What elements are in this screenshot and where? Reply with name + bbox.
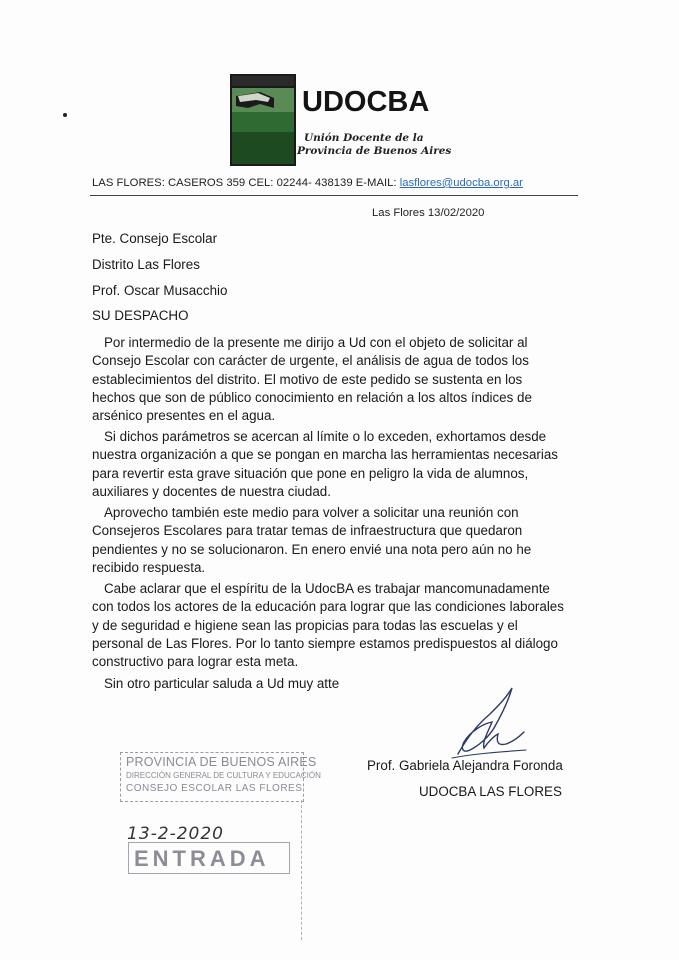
recipient-line-3: Prof. Oscar Musacchio bbox=[92, 283, 228, 298]
paragraph-line: establecimientos del distrito. El motivo de este pedido se sustenta en los bbox=[92, 371, 523, 387]
paragraph-line: personal de Las Flores. Por lo tanto siempre estamos predispuestos al diálogo bbox=[92, 635, 558, 651]
email-link[interactable]: lasflores@udocba.org.ar bbox=[399, 177, 523, 189]
paragraph-line: Aprovecho también este medio para volver a solicitar una reunión con bbox=[104, 505, 519, 520]
udocba-logo bbox=[230, 74, 452, 168]
address-line bbox=[92, 177, 523, 189]
handwritten-date: 13-2-2020 bbox=[127, 824, 224, 844]
recipient-line-4: SU DESPACHO bbox=[92, 308, 189, 323]
org-tagline-2: Provincia de Buenos Aires bbox=[297, 145, 452, 157]
body-paragraph-2 bbox=[92, 428, 578, 501]
address-text: LAS FLORES: CASEROS 359 CEL: 02244- 438139 E-MAIL: bbox=[92, 177, 397, 189]
signer-name: Prof. Gabriela Alejandra Foronda bbox=[367, 758, 563, 773]
paragraph-line: Por intermedio de la presente me dirijo a Ud con el objeto de solicitar al bbox=[104, 335, 528, 350]
stamp-line-1: PROVINCIA DE BUENOS AIRES bbox=[126, 755, 317, 769]
org-tagline-1: Unión Docente de la bbox=[304, 132, 424, 144]
received-stamp bbox=[120, 752, 321, 802]
ink-dot bbox=[63, 113, 67, 117]
recipient-line-1: Pte. Consejo Escolar bbox=[92, 231, 218, 246]
body-paragraph-4 bbox=[92, 580, 578, 671]
stamp-edge bbox=[301, 800, 302, 940]
paragraph-line: Si dichos parámetros se acercan al límite o lo exceden, exhortamos desde bbox=[104, 429, 547, 444]
paragraph-line: y de seguridad e higiene sean las propicias para todas las escuelas y el bbox=[92, 617, 518, 633]
letter-date: Las Flores 13/02/2020 bbox=[372, 207, 485, 219]
paragraph-line: Consejo Escolar con carácter de urgente, el análisis de agua de todos los bbox=[92, 353, 529, 369]
paragraph-line: auxiliares y docentes de nuestra ciudad. bbox=[92, 483, 331, 499]
signer-organization: UDOCBA LAS FLORES bbox=[419, 784, 562, 799]
logo-mark-icon bbox=[230, 74, 296, 166]
paragraph-line: recibido respuesta. bbox=[92, 559, 206, 575]
paragraph-line: Consejeros Escolares para tratar temas de infraestructura que quedaron bbox=[92, 523, 523, 539]
paragraph-line: arsénico presentes en el agua. bbox=[92, 408, 276, 424]
body-paragraph-3 bbox=[92, 504, 578, 577]
paragraph-line: hechos que son de público conocimiento en relación a los altos índices de bbox=[92, 389, 532, 405]
stamp-line-2: DIRECCIÓN GENERAL DE CULTURA Y EDUCACIÓN bbox=[126, 771, 321, 780]
entrada-stamp: ENTRADA bbox=[134, 846, 270, 871]
stamp-line-3: CONSEJO ESCOLAR LAS FLORES bbox=[126, 783, 303, 794]
paragraph-line: nuestra organización a que se pongan en marcha las herramientas necesarias bbox=[92, 447, 558, 463]
handwritten-signature bbox=[448, 684, 530, 764]
paragraph-line: pendientes y no se solucionaron. En enero envié una nota pero aún no he bbox=[92, 541, 532, 557]
org-name: UDOCBA bbox=[302, 86, 430, 118]
header-divider bbox=[90, 195, 578, 196]
closing-line: Sin otro particular saluda a Ud muy atte bbox=[104, 676, 340, 691]
paragraph-line: con todos los actores de la educación para lograr que las condiciones laborales bbox=[92, 599, 564, 615]
paragraph-line: Cabe aclarar que el espíritu de la UdocBA es trabajar mancomunadamente bbox=[104, 581, 550, 596]
body-paragraph-1 bbox=[92, 334, 578, 425]
paragraph-line: constructivo para lograr esta meta. bbox=[92, 654, 299, 670]
recipient-line-2: Distrito Las Flores bbox=[92, 257, 200, 272]
paragraph-line: para revertir esta grave situación que pone en peligro la vida de alumnos, bbox=[92, 465, 529, 481]
